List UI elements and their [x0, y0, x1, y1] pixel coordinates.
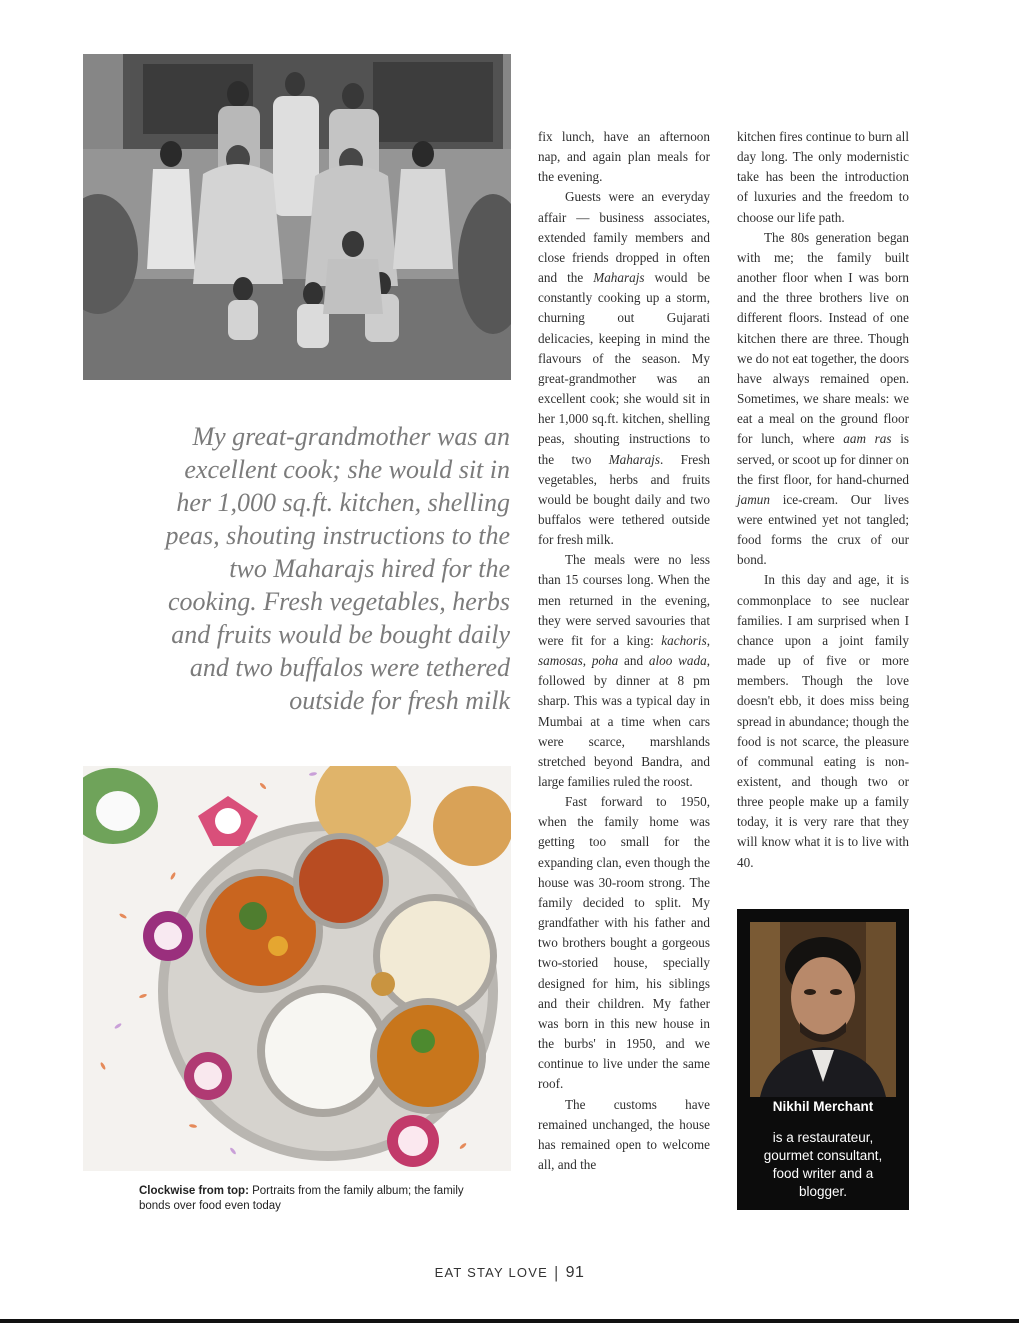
- col1-paragraph-3: The meals were no less than 15 courses long. When the men returned in the evening, they were served savouries that were fit for a king: kachoris, samosas, poha and aloo wada, followed by dinner at 8 pm sharp. This was a typical day in Mumbai at a time when cars were scarce, marshlands stretched beyond Bandra, and large families ruled the roost.: [538, 552, 710, 789]
- photo-caption: [139, 1184, 469, 1214]
- col1-paragraph-4: Fast forward to 1950, when the family home was getting too small for the expanding clan, even though the house was 30-room strong. The family decided to split. My grandfather with his father and two brothers bought a gorgeous two-storied house, specially designed for him, his siblings and their children. My father was born in this new house in the burbs' in 1950, and we continue to live under the same roof.: [538, 794, 710, 1092]
- col1-paragraph-2: Guests were an everyday affair — business associates, extended family members and close friends dropped in often and the Maharajs would be constantly cooking up a storm, churning out Gujarati delicacies, keeping in mind the flavours of the season. My great-grandmother was an excellent cook; she would sit in her 1,000 sq.ft. kitchen, shelling peas, shouting instructions to the two Maharajs. Fresh vegetables, herbs and fruits would be bought daily and two buffalos were tethered outside for fresh milk.: [538, 189, 710, 548]
- caption-lead: Clockwise from top:: [139, 1185, 249, 1197]
- magazine-name: EAT STAY LOVE: [434, 1265, 548, 1280]
- col1-paragraph-5: The customs have remained unchanged, the house has remained open to welcome all, and the: [538, 1096, 710, 1172]
- author-photo: [750, 922, 896, 1097]
- col2-paragraph-2: The 80s generation began with me; the family built another floor when I was born and the three brothers live on different floors. Instead of one kitchen there are three. Though we do not eat together, the doors have always remained open. Sometimes, we share meals: we eat a meal on the ground floor for lunch, where aam ras is served, or scoot up for dinner on the first floor, for hand-churned jamun ice-cream. Our lives were entwined yet not tangled; food forms the crux of our bond.: [737, 229, 909, 568]
- author-bio: is a restaurateur, gourmet consultant, food writer and a blogger.: [763, 1130, 883, 1199]
- article-column-1: [538, 127, 710, 1175]
- author-name: Nikhil Merchant: [772, 1099, 874, 1114]
- page-footer: [0, 1263, 1019, 1283]
- thali-food-photo: [83, 766, 511, 1171]
- page-number: 91: [565, 1264, 585, 1281]
- bottom-rule: [0, 1319, 1019, 1323]
- pull-quote: My great-grandmother was an excellent cook; she would sit in her 1,000 sq.ft. kitchen, shelling peas, shouting instructions to the two Maharajs hired for the cooking. Fresh vegetables, herbs and fruits would be bought daily and two buffalos were tethered outside for fresh milk: [165, 422, 510, 715]
- footer-separator: |: [553, 1263, 560, 1282]
- col1-paragraph-1: fix lunch, have an afternoon nap, and again plan meals for the evening.: [538, 129, 710, 185]
- author-box: [737, 909, 909, 1210]
- col2-paragraph-1: kitchen fires continue to burn all day long. The only modernistic take has been the introduction of luxuries and the freedom to choose our life path.: [737, 129, 909, 225]
- caption-text: Portraits from the family album; the family bonds over food even today: [139, 1185, 464, 1212]
- article-column-2: [737, 127, 909, 873]
- col2-paragraph-3: In this day and age, it is commonplace to see nuclear families. I am surprised when I chance upon a joint family made up of five or more members. Though the love doesn't ebb, it does miss being spread in abundance; though the food is not scarce, the pleasure of communal eating is non-existent, and though two or three people make up a family today, it is very rare that they will know what it is to live with 40.: [737, 572, 909, 870]
- family-portrait-photo: [83, 54, 511, 380]
